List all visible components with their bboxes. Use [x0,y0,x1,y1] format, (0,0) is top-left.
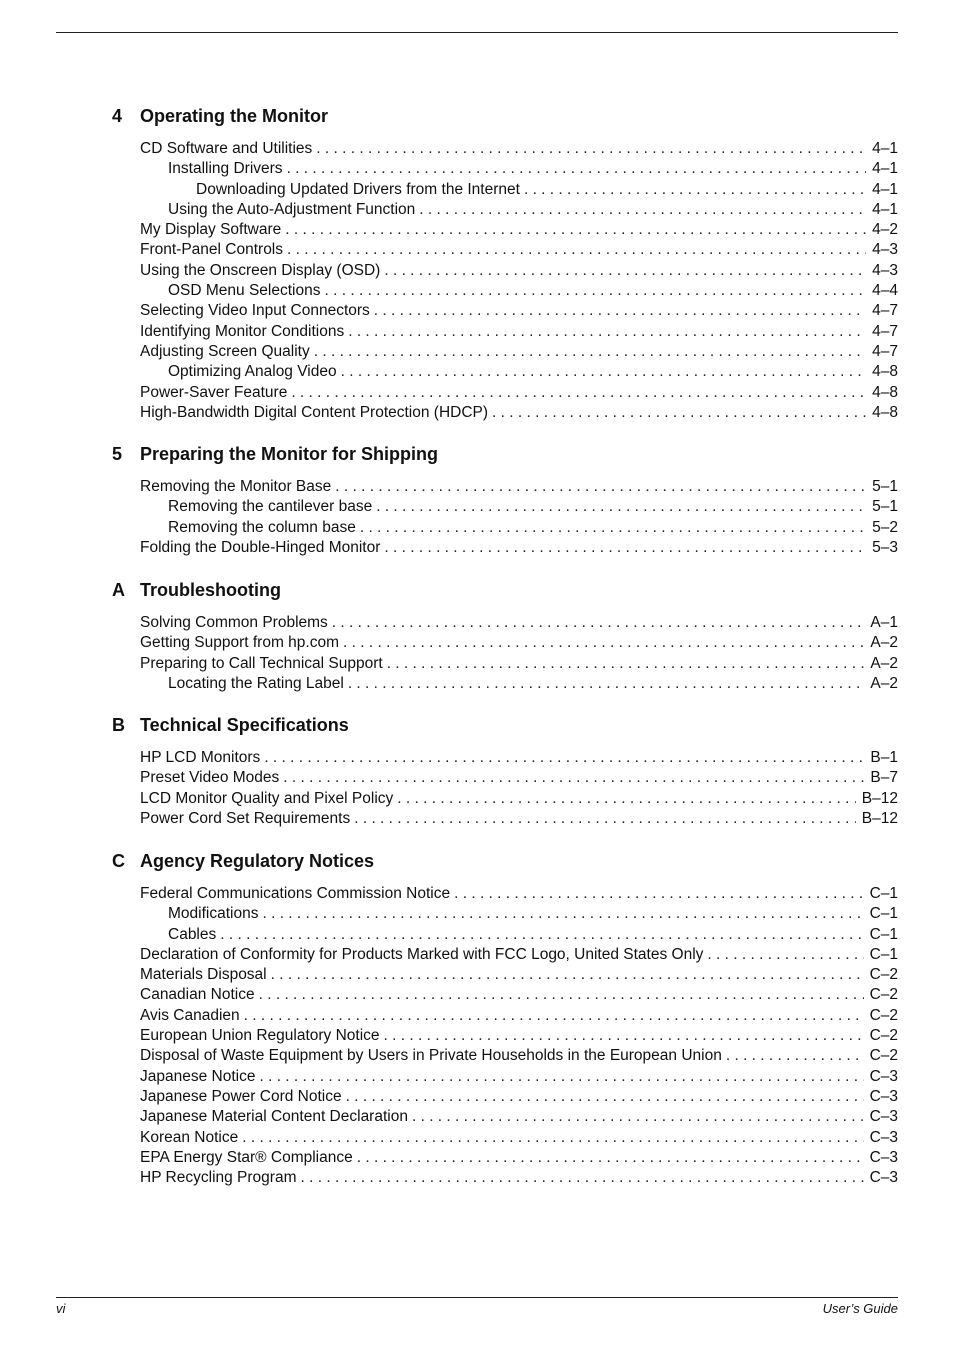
section-heading [112,444,898,468]
toc-entry-title: Declaration of Conformity for Products Marked with FCC Logo, United States Only [140,945,704,963]
toc-entry-title: Adjusting Screen Quality [140,342,310,360]
toc-entry-title: Power-Saver Feature [140,383,288,401]
toc-entry-title: Japanese Notice [140,1067,256,1085]
section-heading [112,106,898,130]
footer-document-title: User’s Guide [822,1301,898,1316]
dot-leader [397,789,856,809]
toc-entry[interactable] [112,1067,898,1087]
toc-entry-title: Locating the Rating Label [168,674,344,692]
dot-leader [285,220,866,240]
toc-entry-title: Modifications [168,905,259,923]
section-heading [112,851,898,875]
toc-entry-title: Getting Support from hp.com [140,634,340,652]
toc-entry-page: 4–4 [872,282,898,300]
toc-entry[interactable] [112,518,898,538]
dot-leader [492,403,866,423]
dot-leader [384,261,866,281]
toc-entry-title: Canadian Notice [140,986,255,1004]
toc-section [112,444,898,558]
dot-leader [316,139,866,159]
toc-entry-page: 5–2 [872,518,898,536]
dot-leader [524,180,866,200]
toc-entry-page: 4–7 [872,342,898,360]
toc-entry[interactable] [112,965,898,985]
toc-entry-title: Federal Communications Commission Notice [140,885,451,902]
toc-entry-page: B–12 [861,809,898,827]
toc-entry[interactable] [112,985,898,1005]
toc-entry[interactable] [112,654,898,674]
footer-page-number: vi [56,1301,66,1316]
dot-leader [341,362,867,382]
toc-entry-page: A–2 [870,654,898,672]
toc-entry-page: C–1 [869,885,898,902]
toc-entry-page: 4–8 [872,403,898,421]
section-number: 5 [112,444,123,464]
dot-leader [354,809,856,829]
toc-entry[interactable] [112,200,898,220]
toc-entry-title: HP Recycling Program [140,1169,297,1187]
toc-entry-page: A–2 [870,634,898,652]
dot-leader [376,497,866,517]
toc-entry-title: Avis Canadien [140,1006,240,1024]
toc-entry-page: C–1 [869,905,898,923]
toc-entry[interactable] [112,674,898,694]
toc-section [112,580,898,694]
dot-leader [384,1026,864,1046]
dot-leader [287,240,866,260]
toc-entry[interactable] [112,925,898,945]
dot-leader [242,1128,863,1148]
toc-entry-title: Japanese Power Cord Notice [140,1087,342,1105]
toc-entry-page: C–3 [869,1087,898,1105]
toc-entry[interactable] [112,497,898,517]
toc-entry-title: Removing the cantilever base [168,498,373,516]
toc-entry-page: A–2 [870,674,898,692]
toc-entry[interactable] [112,383,898,403]
toc-entry-title: LCD Monitor Quality and Pixel Policy [140,789,394,807]
dot-leader [343,633,864,653]
dot-leader [262,904,863,924]
toc-entry-page: B–7 [870,769,898,787]
toc-entry-page: C–2 [869,1006,898,1024]
toc-entry-title: HP LCD Monitors [140,749,261,766]
toc-entry-page: C–2 [869,966,898,984]
section-title: Agency Regulatory Notices [140,851,375,871]
dot-leader [454,884,863,904]
dot-leader [387,654,865,674]
toc-entry-page: C–1 [869,945,898,963]
toc-entry-page: 4–1 [872,140,898,157]
toc-entry[interactable] [112,240,898,260]
toc-entry-page: C–1 [869,925,898,943]
toc-entry-title: Identifying Monitor Conditions [140,322,345,340]
toc-entry-page: 5–1 [872,498,898,516]
toc-section [112,851,898,1188]
section-number: B [112,715,125,735]
toc-entry[interactable] [112,1168,898,1188]
toc-entry-page: 4–8 [872,363,898,381]
toc-entry-title: EPA Energy Star® Compliance [140,1148,353,1166]
toc-entry-title: Folding the Double-Hinged Monitor [140,538,381,556]
toc-entry[interactable] [112,1026,898,1046]
toc-entry-title: Korean Notice [140,1128,239,1146]
dot-leader [726,1046,864,1066]
toc-entry[interactable] [112,1148,898,1168]
toc-entry-title: My Display Software [140,221,282,239]
toc-entry-title: Power Cord Set Requirements [140,809,351,827]
toc-entry[interactable] [112,180,898,200]
toc-entry[interactable] [112,633,898,653]
toc-entry[interactable] [112,789,898,809]
section-heading [112,580,898,604]
toc-entry-title: Removing the Monitor Base [140,478,332,495]
toc-entry-page: C–3 [869,1169,898,1187]
toc-entry[interactable] [112,538,898,558]
dot-leader [374,301,866,321]
toc-entry[interactable] [112,809,898,829]
toc-entry[interactable] [112,281,898,301]
dot-leader [287,159,867,179]
dot-leader [314,342,866,362]
dot-leader [346,1087,864,1107]
toc-entry-page: 4–7 [872,322,898,340]
dot-leader [301,1168,864,1188]
section-number: A [112,580,125,600]
dot-leader [244,1006,864,1026]
toc-entry-title: Materials Disposal [140,966,267,984]
dot-leader [283,768,864,788]
dot-leader [259,985,864,1005]
section-heading [112,715,898,739]
toc-section [112,106,898,423]
dot-leader [707,945,863,965]
toc-entry-title: Optimizing Analog Video [168,363,337,381]
toc-entry[interactable] [112,613,898,633]
section-number: 4 [112,106,123,126]
toc-entry-page: C–2 [869,1047,898,1065]
toc-entry-page: C–2 [869,986,898,1004]
dot-leader [348,322,866,342]
toc-entry-title: Japanese Material Content Declaration [140,1108,408,1126]
toc-entry-page: 5–3 [872,538,898,556]
toc-entry-title: Selecting Video Input Connectors [140,302,370,320]
section-title: Preparing the Monitor for Shipping [140,444,438,464]
toc-entry-page: B–12 [861,789,898,807]
dot-leader [325,281,867,301]
dot-leader [332,613,865,633]
dot-leader [220,925,863,945]
dot-leader [335,477,866,497]
dot-leader [419,200,866,220]
toc-entry[interactable] [112,748,898,768]
toc-entry-list [112,613,898,694]
toc-entry-page: B–1 [870,749,898,766]
dot-leader [291,383,866,403]
dot-leader [412,1107,864,1127]
toc-entry[interactable] [112,1087,898,1107]
section-title: Technical Specifications [140,715,349,735]
toc-entry-page: 4–3 [872,261,898,279]
toc-entry-title: CD Software and Utilities [140,140,313,157]
toc-entry-page: 5–1 [872,478,898,495]
toc-entry[interactable] [112,261,898,281]
toc-entry-title: Disposal of Waste Equipment by Users in Private Households in the European Union [140,1047,722,1065]
toc-entry[interactable] [112,1046,898,1066]
toc-entry-page: 4–1 [872,180,898,198]
toc-entry-page: 4–1 [872,200,898,218]
toc-entry[interactable] [112,322,898,342]
toc-entry-title: OSD Menu Selections [168,282,321,300]
toc-entry-title: Installing Drivers [168,160,283,178]
toc-entry[interactable] [112,945,898,965]
toc-entry-title: High-Bandwidth Digital Content Protection (HDCP) [140,403,489,421]
toc-entry[interactable] [112,342,898,362]
section-number: C [112,851,125,871]
toc-entry-title: European Union Regulatory Notice [140,1027,380,1045]
toc-entry-title: Downloading Updated Drivers from the Internet [196,180,520,198]
toc-entry-page: 4–2 [872,221,898,239]
toc-entry[interactable] [112,403,898,423]
section-title: Troubleshooting [140,580,281,600]
dot-leader [264,748,864,768]
toc-entry-title: Front-Panel Controls [140,241,284,259]
dot-leader [259,1067,863,1087]
toc-entry[interactable] [112,904,898,924]
toc-entry-page: 4–8 [872,383,898,401]
toc-entry[interactable] [112,301,898,321]
toc-entry-page: A–1 [870,614,898,631]
toc-entry[interactable] [112,220,898,240]
dot-leader [384,538,866,558]
toc-entry[interactable] [112,768,898,788]
toc-entry-page: C–3 [869,1108,898,1126]
toc-entry-list [112,884,898,1188]
toc-entry[interactable] [112,159,898,179]
toc-entry[interactable] [112,1006,898,1026]
toc-entry-page: 4–7 [872,302,898,320]
toc-entry-page: C–3 [869,1148,898,1166]
toc-entry-list [112,139,898,423]
toc-entry-title: Preset Video Modes [140,769,280,787]
toc-entry-title: Solving Common Problems [140,614,328,631]
toc-section [112,715,898,829]
toc-entry-title: Removing the column base [168,518,356,536]
top-rule [56,32,898,33]
toc-entry-list [112,748,898,829]
toc-entry-page: C–3 [869,1128,898,1146]
toc-entry[interactable] [112,1107,898,1127]
dot-leader [271,965,864,985]
toc-entry-list [112,477,898,558]
toc-entry-page: 4–1 [872,160,898,178]
toc-entry[interactable] [112,477,898,497]
toc-entry[interactable] [112,1128,898,1148]
dot-leader [357,1148,864,1168]
toc-entry-title: Using the Onscreen Display (OSD) [140,261,381,279]
toc-entry[interactable] [112,362,898,382]
toc-entry-title: Cables [168,925,217,943]
footer-rule [56,1297,898,1298]
dot-leader [360,518,866,538]
toc-entry-page: 4–3 [872,241,898,259]
toc-entry-title: Using the Auto-Adjustment Function [168,200,416,218]
toc-entry[interactable] [112,884,898,904]
dot-leader [348,674,865,694]
toc-entry-page: C–2 [869,1027,898,1045]
toc-entry[interactable] [112,139,898,159]
toc-entry-title: Preparing to Call Technical Support [140,654,383,672]
toc-entry-page: C–3 [869,1067,898,1085]
section-title: Operating the Monitor [140,106,328,126]
